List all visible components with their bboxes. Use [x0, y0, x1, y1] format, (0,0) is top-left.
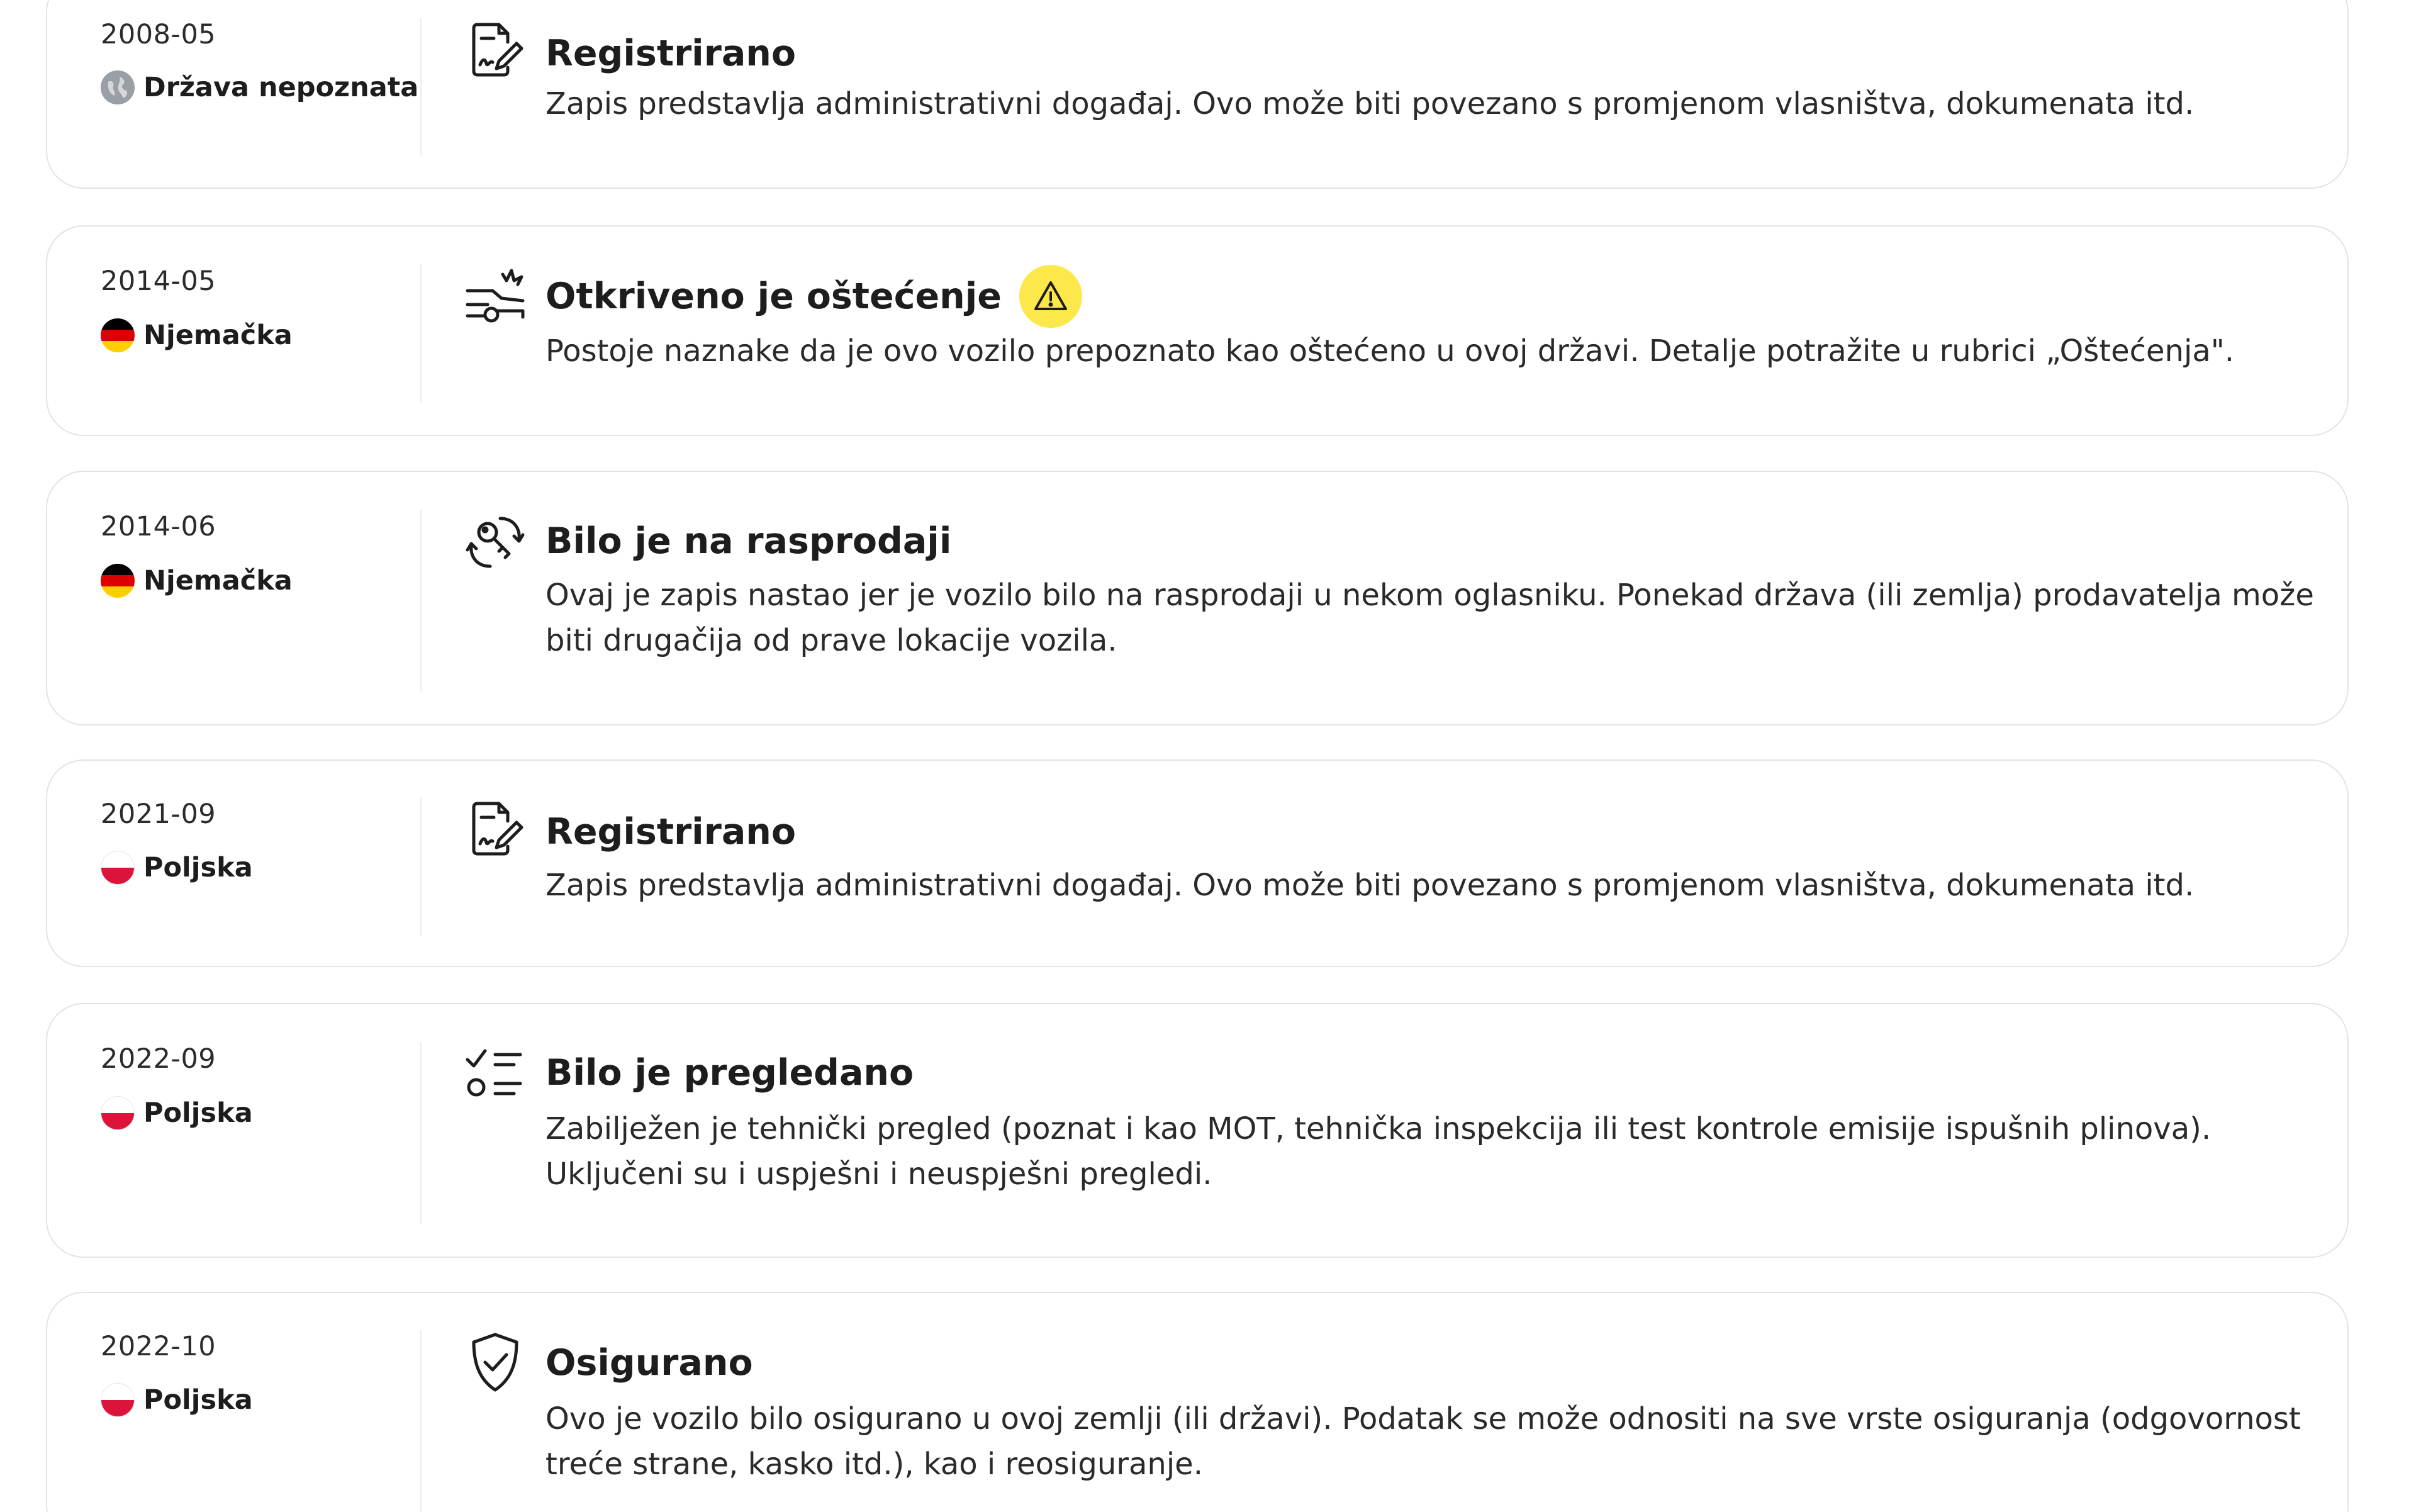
- checklist-icon: [462, 1042, 528, 1107]
- event-country: Njemačka: [101, 318, 293, 352]
- event-description: Zapis predstavlja administrativni događaj. Ovo može biti povezano s promjenom vlasništva, dokumenata itd.: [545, 86, 2195, 121]
- event-date: 2022-10: [101, 1331, 216, 1362]
- timeline-event-card: [46, 1292, 2349, 1512]
- event-description: Zapis predstavlja administrativni događaj. Ovo može biti povezano s promjenom vlasništva, dokumenata itd.: [545, 868, 2195, 903]
- timeline-event-card: [46, 0, 2349, 189]
- event-description: Postoje naznake da je ovo vozilo prepoznato kao oštećeno u ovoj državi. Detalje potražite u rubrici „Oštećenja".: [545, 333, 2235, 369]
- event-title: Bilo je na rasprodaji: [545, 520, 952, 562]
- warning-triangle-icon: [1032, 277, 1070, 315]
- event-title: Registrirano: [545, 33, 797, 74]
- event-title: Otkriveno je oštećenje: [545, 262, 1082, 331]
- key-exchange-icon: [462, 510, 528, 575]
- card-divider: [420, 797, 422, 936]
- card-divider: [420, 1330, 422, 1512]
- poland-flag-icon: [101, 1096, 135, 1130]
- poland-flag-icon: [101, 1383, 135, 1417]
- event-country: Država nepoznata: [101, 70, 418, 104]
- poland-flag-icon: [101, 851, 135, 885]
- shield-check-icon: [462, 1330, 528, 1395]
- document-signature-icon: [462, 17, 528, 82]
- timeline-event-card: [46, 759, 2349, 967]
- globe-icon: [101, 70, 135, 104]
- car-damage-icon: [462, 266, 528, 331]
- event-country: Poljska: [101, 1096, 253, 1130]
- event-country: Njemačka: [101, 564, 293, 598]
- event-title: Bilo je pregledano: [545, 1052, 914, 1094]
- event-title: Registrirano: [545, 811, 797, 853]
- event-country: Poljska: [101, 1383, 253, 1417]
- event-date: 2014-06: [101, 511, 216, 542]
- card-divider: [420, 264, 422, 403]
- event-date: 2014-05: [101, 266, 216, 297]
- card-divider: [420, 18, 422, 156]
- event-date: 2008-05: [101, 19, 216, 50]
- event-description: Ovo je vozilo bilo osigurano u ovoj zemlji (ili državi). Podatak se može odnositi na sve vrste osiguranja (odgovornost treće strane, kasko itd.), kao i reosiguranje.: [545, 1401, 2301, 1482]
- germany-flag-icon: [101, 564, 135, 598]
- card-divider: [420, 510, 422, 692]
- event-country: Poljska: [101, 851, 253, 885]
- timeline-event-card: [46, 1003, 2349, 1258]
- document-signature-icon: [462, 796, 528, 861]
- germany-flag-icon: [101, 318, 135, 352]
- timeline-event-card: [46, 225, 2349, 436]
- event-date: 2021-09: [101, 798, 216, 830]
- event-description: Ovaj je zapis nastao jer je vozilo bilo na rasprodaji u nekom oglasniku. Ponekad država (ili zemlja) prodavatelja može biti drugačija od prave lokacije vozila.: [545, 578, 2314, 658]
- event-date: 2022-09: [101, 1043, 216, 1075]
- timeline-event-card: [46, 471, 2349, 725]
- card-divider: [420, 1042, 422, 1224]
- event-description: Zabilježen je tehnički pregled (poznat i kao MOT, tehnička inspekcija ili test kontrole emisije ispušnih plinova). Uključeni su i uspješni i neuspješni pregledi.: [545, 1111, 2212, 1192]
- event-title: Osigurano: [545, 1342, 753, 1384]
- warning-badge: [1019, 265, 1082, 328]
